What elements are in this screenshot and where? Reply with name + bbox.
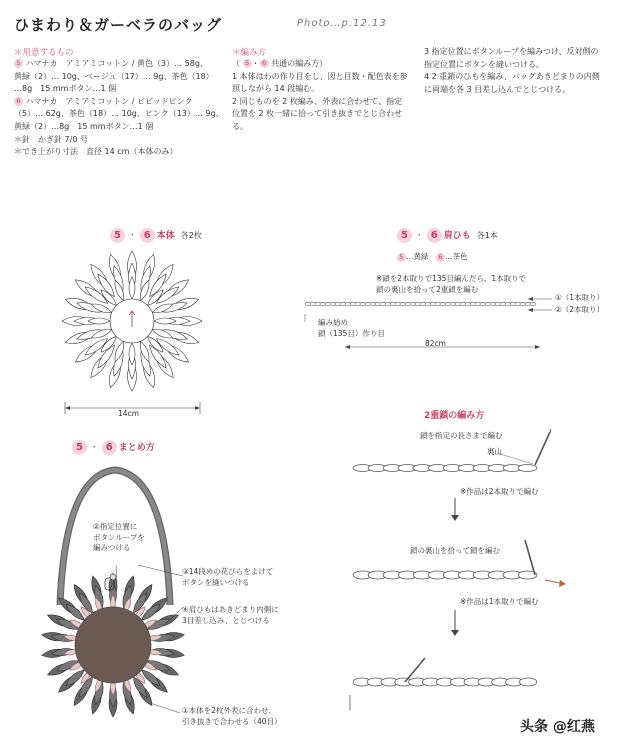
one-strand-label: ①（1本取り） (555, 293, 604, 302)
number-badge: 5 (243, 59, 252, 68)
materials-line: 黄緑（2）…8g 15 mmボタン…1 個 (14, 121, 154, 131)
number-badge: 5 (14, 59, 23, 68)
howto-step: 3 指定位置にボタンループを編みつけ、反対側の (424, 47, 599, 56)
strap-section-heading: 5 ・ 6 肩ひも 各1本 (397, 228, 498, 243)
double-chain-diagram (345, 420, 605, 710)
urayama-label: 裏山 (487, 447, 502, 456)
howto-step: に両端を各 3 目差し込んでとじつける。 (424, 84, 571, 94)
howto-heading: ＊編み方 (232, 48, 267, 58)
assembly-note-4: ④肩ひもはあきどまり内側に 3目差し込み、とじつける (182, 605, 279, 625)
body-dimension-label: 14cm (118, 409, 139, 418)
howto-step: る。 (232, 121, 248, 131)
photo-reference: Photo…p.12.13 (297, 18, 387, 29)
howto-step: 指定位置にボタンを縫いつける。 (424, 59, 544, 69)
materials-line: …8g 15 mmボタン…1 個 (14, 84, 117, 94)
double-chain-step2-bottom: ※作品は1本取りで編む (460, 597, 539, 606)
finished-size: ＊でき上がり寸法 直径 14 cm（本体のみ） (14, 147, 178, 157)
number-badge: 5 (110, 228, 125, 243)
howto-step: 4 2 重鎖のひもを編み、バッグあきどまりの内側 (424, 72, 600, 82)
number-badge: 6 (427, 228, 442, 243)
number-badge: 5 (397, 253, 406, 262)
materials-line: 5 ハマナカ アミアミコットン / 黄色（3）… 58g、 (14, 58, 229, 71)
strap-note: ※鎖を2本取りで135目編んだら、1本取りで 鎖の裏山を拾って2重鎖を編む (376, 274, 527, 294)
howto-step: 2 同じものを 2 枚編み、外表に合わせて、指定 (232, 96, 403, 106)
howto-step: 位置を 2 枚一緒に拾って引き抜きでとじ合わせ (232, 109, 403, 119)
watermark: 头条 @红燕 (520, 719, 595, 735)
double-chain-step2-note: 鎖の裏山を拾って鎖を編む (410, 546, 500, 555)
needle-info: ＊針 かぎ針 7/0 号 (14, 134, 88, 144)
body-section-heading: 5 ・ 6 本体 各2枚 (110, 228, 202, 243)
double-chain-step1-bottom: ※作品は2本取りで編む (460, 487, 539, 496)
double-chain-step1-note: 鎖を指定の長さまで編む (420, 431, 503, 440)
howto-step: 1 本体はわの作り目をし、図と目数・配色表を参 (232, 71, 408, 81)
howto-section-continued (424, 46, 636, 96)
number-badge: 6 (260, 59, 269, 68)
strap-colors: 5 …黄緑 6 …茶色 (397, 252, 468, 263)
howto-section (232, 46, 417, 134)
materials-line: 6 ハマナカ アミアミコットン / ビビッドピンク (14, 96, 229, 109)
strap-start-label: 編み始め 鎖（135目）作り目 (318, 318, 385, 338)
two-strand-label: ②（2本取り） (555, 305, 604, 314)
materials-heading: ＊用意するもの (14, 48, 74, 58)
double-chain-title: 2重鎖の編み方 (424, 411, 485, 421)
materials-line: 黄緑（2）… 10g、ベージュ（17）… 9g、茶色（18） (14, 71, 214, 81)
common-label: （ 5 ・ 6 共通の編み方） (232, 59, 328, 68)
number-badge: 6 (102, 440, 117, 455)
number-badge: 6 (14, 97, 23, 106)
strap-length-label: 82cm (425, 339, 446, 348)
assembly-note-3: ③14段めの花びらをよけて ボタンを縫いつける (182, 567, 274, 587)
howto-step: 照しながら 14 段編む。 (232, 84, 320, 94)
assembly-note-1: ①本体を2枚外表に合わせ、 引き抜きで合わせる（40目） (182, 706, 282, 726)
body-flower-diagram (60, 248, 210, 423)
assembly-heading: 5 ・ 6 まとめ方 (72, 440, 155, 455)
number-badge: 5 (72, 440, 87, 455)
number-badge: 6 (436, 253, 445, 262)
materials-section (14, 46, 229, 159)
assembly-note-2: ②指定位置に ボタンループを 編みつける (93, 522, 145, 552)
bag-assembly-diagram (20, 455, 210, 735)
number-badge: 5 (397, 228, 412, 243)
number-badge: 6 (140, 228, 155, 243)
page-title: ひまわり＆ガーベラのバッグ (14, 16, 223, 34)
materials-line: （5）… 62g、茶色（18）… 10g、ピンク（13）… 9g、 (14, 109, 224, 119)
